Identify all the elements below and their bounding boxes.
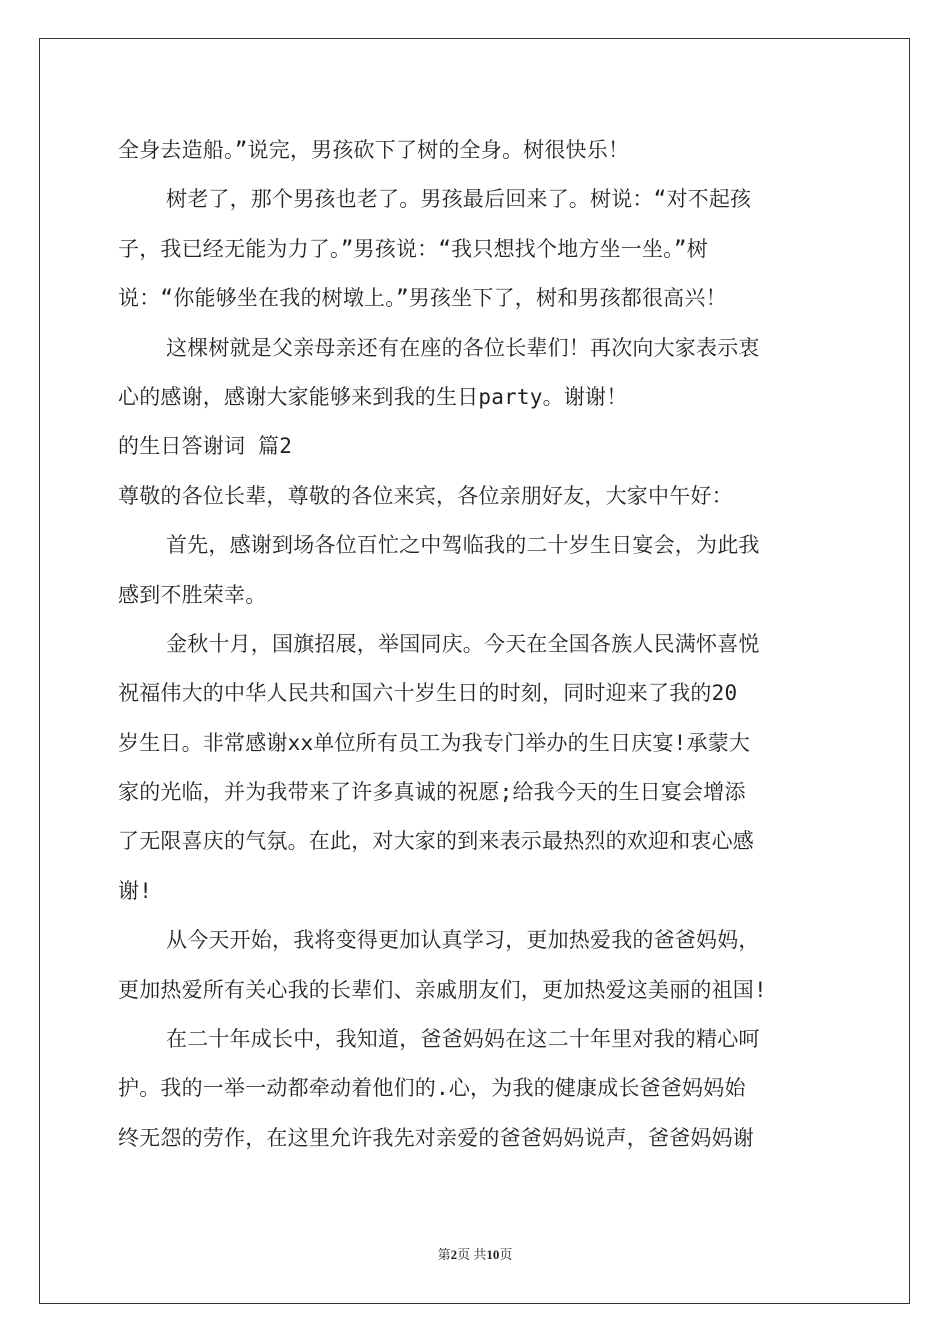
text-line: 终无怨的劳作，在这里允许我先对亲爱的爸爸妈妈说声，爸爸妈妈谢: [118, 1125, 754, 1150]
page-footer: [0, 1244, 950, 1263]
text-line: 感到不胜荣幸。: [118, 582, 267, 607]
footer-mid: 页 共: [457, 1247, 487, 1262]
text-line: 从今天开始，我将变得更加认真学习，更加热爱我的爸爸妈妈，: [166, 928, 760, 953]
text-line: 说：“你能够坐在我的树墩上。”男孩坐下了，树和男孩都很高兴！: [118, 286, 727, 311]
text-line: 这棵树就是父亲母亲还有在座的各位长辈们！再次向大家表示衷: [166, 335, 760, 360]
text-line: 树老了，那个男孩也老了。男孩最后回来了。树说：“对不起孩: [166, 187, 752, 212]
text-line: 心的感谢，感谢大家能够来到我的生日party。谢谢！: [118, 384, 628, 409]
footer-total-pages: 10: [486, 1247, 500, 1262]
text-line: 护。我的一举一动都牵动着他们的.心，为我的健康成长爸爸妈妈始: [118, 1076, 746, 1101]
text-line: 金秋十月，国旗招展，举国同庆。今天在全国各族人民满怀喜悦: [166, 631, 760, 656]
text-line: 在二十年成长中，我知道，爸爸妈妈在这二十年里对我的精心呵: [166, 1027, 760, 1052]
text-line: 全身去造船。”说完，男孩砍下了树的全身。树很快乐！: [118, 138, 630, 162]
text-line: 尊敬的各位长辈，尊敬的各位来宾，各位亲朋好友，大家中午好：: [118, 483, 733, 508]
footer-prefix: 第: [437, 1247, 451, 1262]
footer-page-number: 2: [450, 1247, 458, 1262]
text-line: 更加热爱所有关心我的长辈们、亲戚朋友们，更加热爱这美丽的祖国!: [118, 977, 767, 1002]
text-line: 了无限喜庆的气氛。在此，对大家的到来表示最热烈的欢迎和衷心感: [118, 829, 754, 854]
text-line: 家的光临，并为我带来了许多真诚的祝愿;给我今天的生日宴会增添: [118, 780, 746, 805]
text-line: 岁生日。非常感谢xx单位所有员工为我专门举办的生日庆宴!承蒙大: [118, 730, 751, 755]
text-line: 子，我已经无能为力了。”男孩说：“我只想找个地方坐一坐。”树: [118, 236, 708, 261]
text-line: 谢!: [118, 878, 153, 903]
text-line: 的生日答谢词 篇2: [118, 434, 293, 459]
text-line: 祝福伟大的中华人民共和国六十岁生日的时刻，同时迎来了我的20: [118, 681, 738, 706]
document-body: [118, 126, 838, 1163]
text-line: 首先，感谢到场各位百忙之中驾临我的二十岁生日宴会，为此我: [166, 533, 760, 558]
footer-suffix: 页: [499, 1247, 513, 1262]
